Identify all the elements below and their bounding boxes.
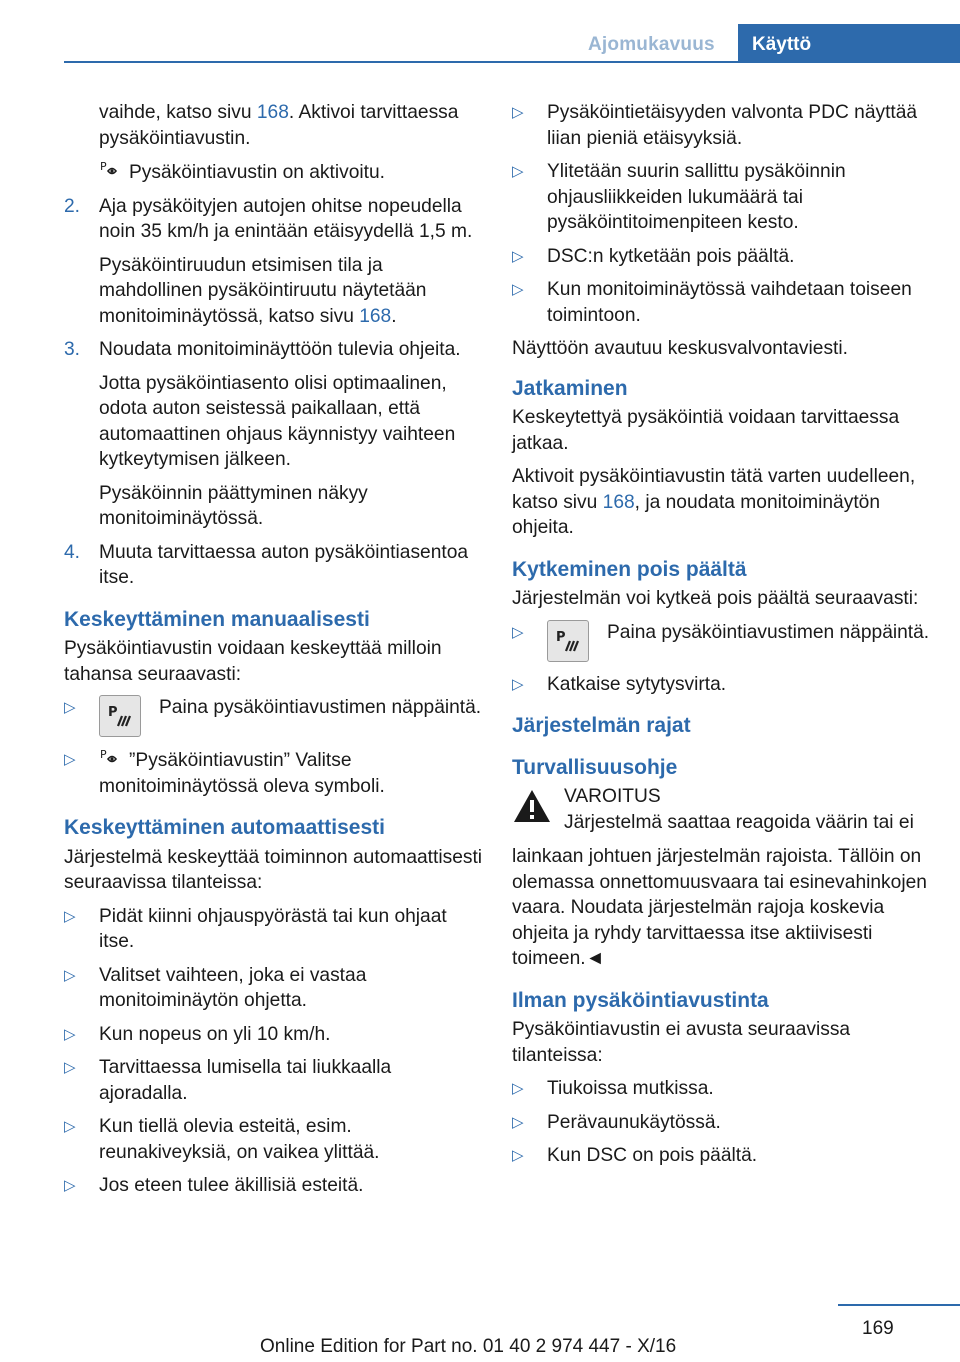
- parking-assistant-icon: [99, 159, 123, 181]
- page-link[interactable]: 168: [256, 102, 289, 123]
- svg-text:P: P: [108, 705, 118, 720]
- auto-item: ▷ Kun tiellä olevia esteitä, esim. reunakiveyksiä, on vaikea ylittää.: [64, 1116, 380, 1163]
- svg-text:P: P: [556, 629, 566, 645]
- warning-block: [512, 784, 932, 844]
- auto-item: ▷ Tarvittaessa lumisella tai liukkaalla ajoradalla.: [64, 1057, 392, 1104]
- message-line: Näyttöön avautuu keskusvalvontaviesti.: [512, 338, 848, 359]
- page-link[interactable]: 168: [602, 491, 635, 513]
- heading-limits: Järjestelmän rajat: [512, 714, 691, 737]
- status-line: P Pysäköintiavustin on aktivoitu.: [100, 160, 385, 183]
- cont-item: ▷ Pysäköintietäisyyden valvonta PDC näyttää liian pieniä etäisyyksiä.: [512, 102, 918, 149]
- off-bullet-2: ▷ Katkaise sytytysvirta.: [512, 673, 727, 695]
- heading-switch-off: Kytkeminen pois päältä: [512, 557, 747, 581]
- step1-continuation: vaihde, katso sivu 168. Aktivoi tarvittaessa pysäköintiavustin.: [99, 102, 459, 149]
- off-bullet-1: ▷ P Paina pysäköintiavustimen näppäintä.: [512, 620, 932, 664]
- warning-title: VAROITUS: [564, 786, 661, 807]
- header-chapter: Käyttö: [752, 34, 812, 55]
- warning-triangle-icon: [512, 788, 552, 824]
- step-3-detail-2: Pysäköinnin päättyminen näkyy monitoiminäytössä.: [99, 482, 368, 529]
- heading-without: Ilman pysäköintiavustinta: [512, 988, 769, 1012]
- step-3-detail: Jotta pysäköintiasento olisi optimaalinen, odota auton seistessä paikallaan, että automaattinen ohjaus käynnistyy vaihteen kytkeytymisen jälkeen.: [99, 372, 456, 470]
- manual-bullet-2: ▷ P ”Pysäköintiavustin” Valitse monitoiminäytössä oleva symboli.: [64, 748, 385, 797]
- footer-rule: [838, 1304, 960, 1306]
- auto-item: ▷ Jos eteen tulee äkillisiä esteitä.: [64, 1175, 364, 1196]
- right-column: [512, 100, 932, 1177]
- page-link[interactable]: 168: [359, 305, 392, 327]
- off-intro: Järjestelmän voi kytkeä pois päältä seuraavasti:: [512, 588, 919, 609]
- left-column: [64, 100, 484, 1207]
- parking-assistant-button-icon: [547, 620, 589, 662]
- header-section: Ajomukavuus: [588, 34, 715, 55]
- auto-intro: Järjestelmä keskeyttää toiminnon automaattisesti seuraavissa tilanteissa:: [64, 846, 483, 893]
- footer-edition: Online Edition for Part no. 01 40 2 974 447 - X/16: [260, 1336, 677, 1357]
- without-item: ▷ Kun DSC on pois päältä.: [512, 1145, 758, 1166]
- step-3: 3. Noudata monitoiminäyttöön tulevia ohjeita.: [64, 339, 461, 360]
- bullet-triangle-icon: ▷: [64, 751, 76, 768]
- cont-item: ▷ Kun monitoiminäytössä vaihdetaan toiseen toimintoon.: [512, 279, 912, 326]
- step-2: 2. Aja pysäköityjen autojen ohitse nopeudella noin 35 km/h ja enintään etäisyydellä 1,5 m.: [64, 195, 473, 242]
- step-2-detail: Pysäköintiruudun etsimisen tila ja mahdollinen pysäköintiruutu näytetään monitoiminäytössä, katso sivu 168.: [99, 254, 427, 327]
- auto-item: ▷ Valitset vaihteen, joka ei vastaa monitoiminäytön ohjetta.: [64, 964, 367, 1011]
- heading-safety: Turvallisuusohje: [512, 755, 678, 779]
- continue-p2: Aktivoit pysäköintiavustin tätä varten uudelleen, katso sivu 168, ja noudata monitoiminäytön ohjeita.: [512, 466, 916, 538]
- cont-item: ▷ DSC:n kytketään pois päältä.: [512, 245, 795, 267]
- auto-item: ▷ Kun nopeus on yli 10 km/h.: [64, 1023, 331, 1045]
- header-rule: [64, 61, 960, 63]
- parking-assistant-button-icon: [99, 695, 141, 737]
- heading-auto-cancel: Keskeyttäminen automaattisesti: [64, 816, 385, 839]
- cont-item: ▷ Ylitetään suurin sallittu pysäköinnin ohjausliikkeiden lukumäärä tai pysäköintitoimenpiteen kesto.: [512, 161, 846, 233]
- warning-text-first: Järjestelmä saattaa reagoida väärin tai ei: [564, 811, 914, 833]
- parking-assistant-icon: [99, 747, 123, 769]
- svg-text:P: P: [100, 160, 107, 173]
- heading-manual-cancel: Keskeyttäminen manuaalisesti: [64, 607, 370, 631]
- heading-continue: Jatkaminen: [512, 376, 628, 400]
- step-4: 4. Muuta tarvittaessa auton pysäköintiasentoa itse.: [64, 541, 469, 588]
- bullet-triangle-icon: ▷: [512, 623, 524, 641]
- auto-item: ▷ Pidät kiinni ohjauspyörästä tai kun ohjaat itse.: [64, 905, 447, 952]
- bullet-triangle-icon: ▷: [64, 699, 76, 716]
- without-item: ▷ Tiukoissa mutkissa.: [512, 1078, 714, 1099]
- manual-bullet-1: ▷ P Paina pysäköintiavustimen näppäintä.: [64, 695, 484, 739]
- page-number: 169: [862, 1318, 894, 1339]
- manual-intro: Pysäköintiavustin voidaan keskeyttää milloin tahansa seuraavasti:: [64, 638, 442, 685]
- without-intro: Pysäköintiavustin ei avusta seuraavissa tilanteissa:: [512, 1019, 851, 1066]
- svg-text:P: P: [100, 748, 107, 761]
- continue-p1: Keskeytettyä pysäköintiä voidaan tarvittaessa jatkaa.: [512, 407, 900, 454]
- warning-text: lainkaan johtuen järjestelmän rajoista. Tällöin on olemassa onnettomuusvaara tai esinevahinkojen vaara. Noudata järjestelmän rajoja koskevia ohjeita ja ryhdy tarvittaessa itse aktiivisesti toimeen.◄: [512, 846, 927, 969]
- without-item: ▷ Perävaunukäytössä.: [512, 1111, 721, 1133]
